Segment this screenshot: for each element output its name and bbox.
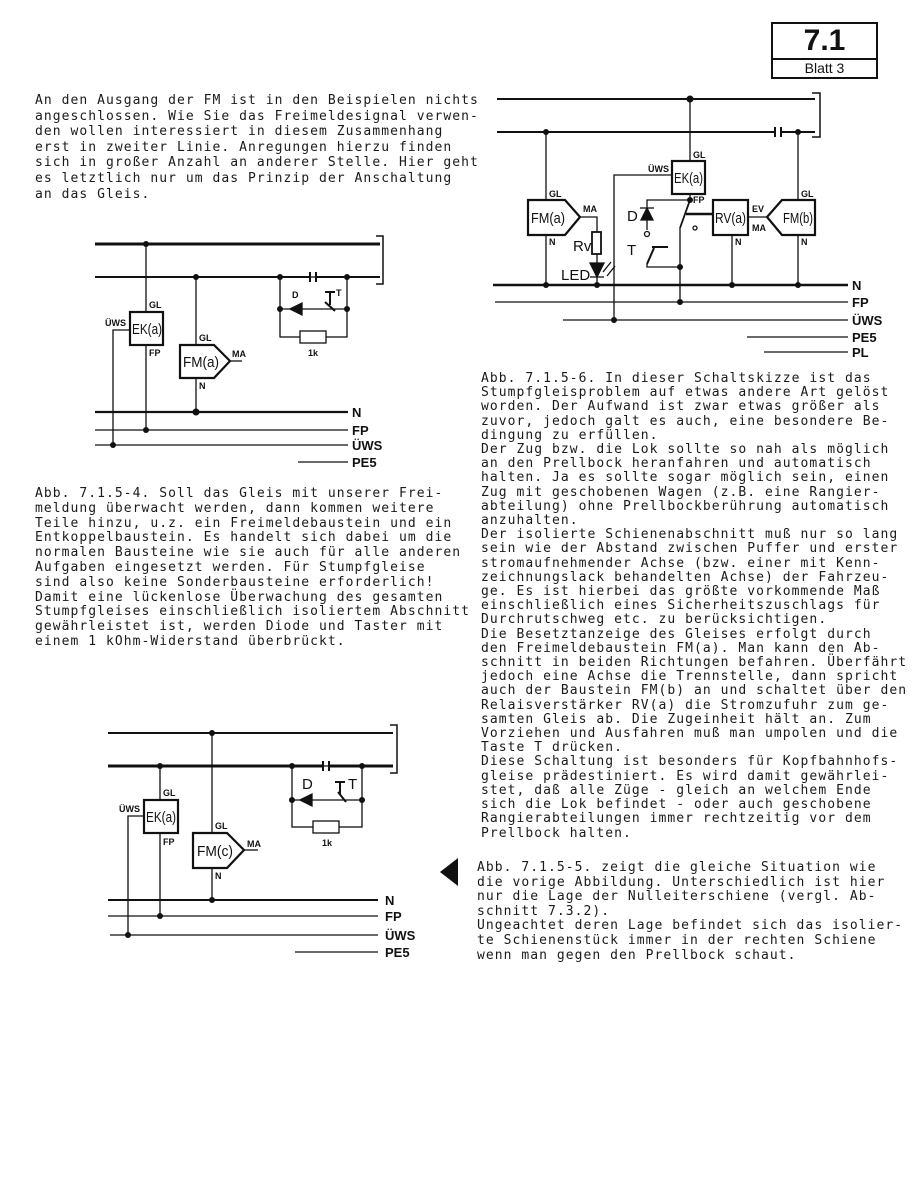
- fp-label: FP: [693, 195, 705, 205]
- text-line: schnitt 7.3.2).: [477, 903, 611, 919]
- text-line: Durchrutschweg etc. zu berücksichtigen.: [481, 612, 828, 628]
- button-label: T: [348, 776, 358, 793]
- text-line: einschließlich eines Sicherheitszuschlags für: [481, 598, 881, 614]
- rail-label: PE5: [352, 455, 377, 470]
- gl-label: GL: [163, 788, 176, 798]
- ek-label: EK(a): [146, 809, 177, 826]
- series-resistor-label: Rv: [573, 238, 592, 255]
- fm-label: FM(a): [183, 354, 219, 371]
- text-line: jedoch eine Achse die Trennstelle, dann spricht: [481, 669, 899, 685]
- n-label: N: [199, 381, 206, 391]
- ev-label: EV: [752, 204, 765, 214]
- text-line: an das Gleis.: [35, 186, 151, 202]
- button-label: T: [336, 288, 342, 298]
- text-line: meldung überwacht werden, dann kommen weitere: [35, 500, 435, 516]
- text-line: zuvor, jedoch galt es auch, eine besondere Be-: [481, 413, 890, 429]
- resistor-label: 1k: [322, 838, 333, 848]
- rail-label: N: [852, 278, 862, 293]
- n-label: N: [549, 237, 556, 247]
- text-line: sind also keine Sonderbausteine erforderlich!: [35, 574, 435, 590]
- uws-label: ÜWS: [648, 164, 669, 174]
- gl-label: GL: [215, 821, 228, 831]
- text-line: Prellbock halten.: [481, 825, 632, 841]
- text-line: Diese Schaltung ist besonders für Kopfbahnhofs-: [481, 754, 899, 770]
- text-line: Der isolierte Schienenabschnitt muß nur so lang: [481, 527, 899, 543]
- text-line: gleise prädestiniert. Es wird damit gewährlei-: [481, 768, 890, 784]
- rail-label: ÜWS: [352, 438, 383, 453]
- text-line: Entkoppelbaustein. Es handelt sich dabei um die: [35, 530, 453, 546]
- resistor-label: 1k: [308, 348, 319, 358]
- diode-label: D: [292, 290, 299, 300]
- text-line: stet, daß alle Züge - gleich an welchem Ende: [481, 782, 872, 798]
- text-line: Stumpfgleises einschließlich isoliertem Abschnitt: [35, 604, 470, 620]
- text-line: Rangierabteilungen immer rechtzeitig vor dem: [481, 811, 872, 827]
- text-line: dingung zu erfüllen.: [481, 427, 659, 443]
- diode-label: D: [302, 776, 313, 793]
- text-line: sein wie der Abstand zwischen Puffer und erster: [481, 541, 899, 557]
- gl-label: GL: [801, 189, 814, 199]
- text-line: Aufgaben eingesetzt werden. Für Stumpfgleise: [35, 559, 426, 575]
- text-line: samten Gleis ab. Die Zugeinheit hält an. Zum: [481, 711, 872, 727]
- ek-label: EK(a): [674, 170, 704, 187]
- text-line: auch der Baustein FM(b) an und schaltet über den: [481, 683, 908, 699]
- rail-label: N: [352, 405, 362, 420]
- text-line: halten. Ja es sollte sogar möglich sein, einen: [481, 470, 890, 486]
- text-line: sich in großer Anzahl an anderer Stelle. Hier geht: [35, 155, 479, 171]
- fm-a-label: FM(a): [531, 210, 565, 227]
- text-line: abteilung) ohne Prellbockberührung automatisch: [481, 498, 890, 514]
- rv-label: RV(a): [715, 210, 746, 227]
- text-line: an den Prellbock heranfahren und automatisch: [481, 456, 872, 472]
- text-line: Damit eine lückenlose Überwachung des gesamten: [35, 589, 444, 605]
- gl-label: GL: [693, 150, 706, 160]
- text-line: den wollen interessiert in diesem Zusammenhang: [35, 124, 444, 140]
- ma-label: MA: [247, 839, 261, 849]
- text-line: angeschlossen. Wie Sie das Freimeldesignal verwen-: [35, 108, 479, 124]
- fp-label: FP: [149, 348, 161, 358]
- text-line: gewährleistet ist, werden Diode und Taster mit: [35, 619, 444, 635]
- text-line: normalen Bausteine wie sie auch für alle anderen: [35, 545, 462, 561]
- fp-label: FP: [163, 837, 175, 847]
- rail-label: FP: [852, 295, 869, 310]
- text-line: ge. Es ist hierbei das größte vorkommende Maß: [481, 584, 881, 600]
- ma-label: MA: [232, 349, 246, 359]
- text-line: anzuhalten.: [481, 513, 579, 529]
- text-line: nur die Lage der Nulleiterschiene (vergl. Ab-: [477, 889, 877, 905]
- text-line: Vorziehen und Ausfahren muß man umpolen und die: [481, 726, 899, 742]
- n-label: N: [215, 871, 222, 881]
- text-line: Taste T drücken.: [481, 740, 624, 756]
- text-line: Die Besetztanzeige des Gleises erfolgt durch: [481, 626, 872, 642]
- text-line: einem 1 kOhm-Widerstand überbrückt.: [35, 633, 346, 649]
- text-line: stromaufnehmender Achse (bzw. einer mit Kenn-: [481, 555, 881, 571]
- section-number: 7.1: [773, 24, 876, 60]
- text-line: Teile hinzu, u.z. ein Freimeldebaustein und ein: [35, 515, 453, 531]
- text-line: die vorige Abbildung. Unterschiedlich ist hier: [477, 874, 886, 890]
- text-line: Abb. 7.1.5-4. Soll das Gleis mit unserer Frei-: [35, 486, 444, 501]
- uws-label: ÜWS: [105, 318, 126, 328]
- triangle-left-icon: [440, 858, 458, 886]
- text-line: te Schienenstück immer in der rechten Schiene: [477, 932, 877, 948]
- fm-label: FM(c): [197, 843, 233, 860]
- text-line: den Freimeldebaustein FM(a). Man kann den Ab-: [481, 640, 881, 656]
- rail-label: ÜWS: [385, 928, 416, 943]
- text-line: wenn man gegen den Prellbock schaut.: [477, 947, 797, 963]
- button-label: T: [627, 242, 637, 259]
- text-line: zeichnungslack behandelten Achse) der Fahrzeu-: [481, 569, 890, 585]
- rail-label: N: [385, 893, 395, 908]
- led-label: LED: [561, 267, 591, 284]
- text-line: Relaisverstärker RV(a) die Stromzufuhr zum ge-: [481, 697, 890, 713]
- rail-label: FP: [385, 909, 402, 924]
- text-line: es letztlich nur um das Prinzip der Anschaltung: [35, 170, 453, 186]
- text-line: Abb. 7.1.5-5. zeigt die gleiche Situation wie: [477, 860, 877, 875]
- text-line: worden. Der Aufwand ist zwar etwas größer als: [481, 399, 881, 415]
- gl-label: GL: [149, 300, 162, 310]
- ek-label: EK(a): [132, 321, 163, 338]
- uws-label: ÜWS: [119, 804, 140, 814]
- text-line: Zug mit geschobenen Wagen (z.B. eine Rangier-: [481, 484, 881, 500]
- text-line: schnitt in beiden Richtungen befahren. Überfährt: [481, 655, 908, 671]
- ma-label: MA: [583, 204, 597, 214]
- text-line: sich die Lok befindet - oder auch geschobene: [481, 797, 872, 813]
- sheet-number: Blatt 3: [804, 60, 845, 76]
- text-line: erst in zweiter Linie. Anregungen hierzu finden: [35, 139, 453, 155]
- text-line: Ungeachtet deren Lage befindet sich das isolier-: [477, 918, 904, 934]
- text-line: Abb. 7.1.5-6. In dieser Schaltskizze ist das: [481, 371, 872, 386]
- gl-label: GL: [199, 333, 212, 343]
- fm-b-label: FM(b): [783, 210, 813, 227]
- diode-label: D: [627, 208, 638, 225]
- gl-label: GL: [549, 189, 562, 199]
- text-line: Stumpfgleisproblem auf etwas andere Art gelöst: [481, 385, 890, 401]
- rail-label: ÜWS: [852, 313, 883, 328]
- n-label: N: [735, 237, 742, 247]
- rail-label: PL: [852, 345, 869, 360]
- text-line: Der Zug bzw. die Lok sollte so nah als möglich: [481, 442, 890, 458]
- rail-label: PE5: [385, 945, 410, 960]
- rail-label: PE5: [852, 330, 877, 345]
- n-label: N: [801, 237, 808, 247]
- text-line: An den Ausgang der FM ist in den Beispielen nichts: [35, 93, 479, 108]
- ma-label: MA: [752, 223, 766, 233]
- rail-label: FP: [352, 423, 369, 438]
